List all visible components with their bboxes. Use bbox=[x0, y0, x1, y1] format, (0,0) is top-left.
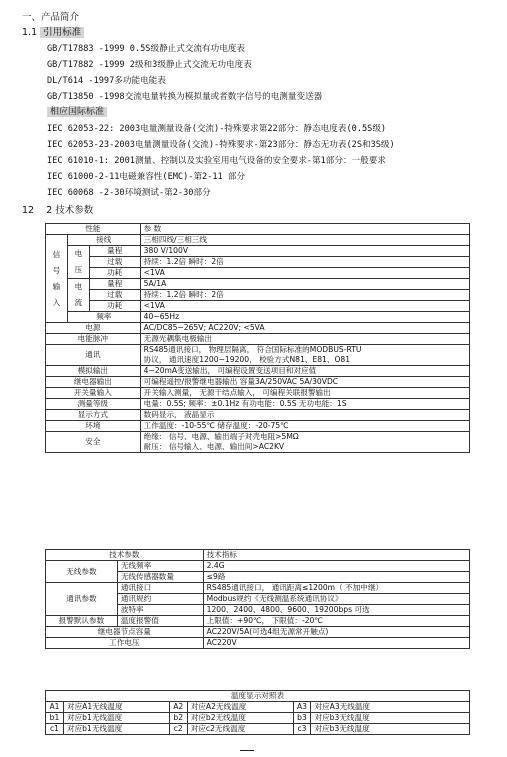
table-cell: c2 bbox=[169, 724, 187, 735]
alarm-sub-label: 温度报警值 bbox=[117, 616, 203, 627]
table-row bbox=[46, 724, 470, 735]
table-cell: 对应A1无线温度 bbox=[63, 702, 169, 713]
current-label: 电流 bbox=[67, 279, 89, 312]
table-cell: c3 bbox=[293, 724, 311, 735]
comm-label: 通讯 bbox=[46, 345, 141, 366]
relay-cap-value: AC220V/5A(可选4组无源常开触点) bbox=[203, 627, 469, 638]
table-cell: b1 bbox=[46, 713, 64, 724]
work-voltage-value: AC220V bbox=[203, 638, 469, 649]
iec-line: IEC 60068 -2-30环境测试-第2-30部分 bbox=[47, 188, 211, 198]
table-row bbox=[46, 279, 470, 290]
safety-value bbox=[140, 432, 469, 453]
standard-line: GB/T17883 -1999 0.5S级静止式交流有功电度表 bbox=[47, 44, 246, 54]
table-row bbox=[46, 323, 470, 334]
comm-proto-value: Modbus规约《无线测温系统通讯协议》 bbox=[203, 594, 469, 605]
power-label: 功耗 bbox=[89, 301, 140, 312]
table-row bbox=[46, 224, 470, 235]
table-row bbox=[46, 388, 470, 399]
table-cell: 对应b2无线温度 bbox=[187, 713, 293, 724]
intl-standards-label: 相应国际标准 bbox=[47, 107, 107, 117]
table-row bbox=[46, 561, 470, 572]
heading-product-intro: 一、产品简介 bbox=[22, 12, 80, 23]
table-cell: A3 bbox=[293, 702, 311, 713]
current-range-value: 5A/1A bbox=[140, 279, 469, 290]
table-cell: 对应b1无线温度 bbox=[63, 724, 169, 735]
analog-value: 4~20mA变送输出， 可编程设置变送项目和对应值 bbox=[140, 366, 469, 377]
table-row bbox=[46, 334, 470, 345]
work-voltage-label: 工作电压 bbox=[46, 638, 204, 649]
comm-iface-label: 通讯接口 bbox=[117, 583, 203, 594]
table-row bbox=[46, 616, 470, 627]
table-cell: 对应c2无线温度 bbox=[187, 724, 293, 735]
table-cell: c1 bbox=[46, 724, 64, 735]
safety-label: 安全 bbox=[46, 432, 141, 453]
comm-value-line: 协议， 通讯速度1200~19200， 校验方式N81、E81、O81 bbox=[143, 355, 351, 364]
page-number-fragment bbox=[240, 750, 254, 754]
table-cell: 对应b3无线温度 bbox=[311, 713, 470, 724]
voltage-range-value: 380 V/100V bbox=[140, 246, 469, 257]
wireless-freq-value: 2.4G bbox=[203, 561, 469, 572]
comm-params-label: 通讯参数 bbox=[46, 583, 118, 616]
table-row bbox=[46, 627, 470, 638]
freq-value: 40~65Hz bbox=[140, 312, 469, 323]
env-value: 工作温度：-10-55℃ 储存温度：-20-75℃ bbox=[140, 421, 469, 432]
alarm-label: 报警默认参数 bbox=[46, 616, 118, 627]
table-row bbox=[46, 246, 470, 257]
table-row bbox=[46, 410, 470, 421]
spec-header-param: 参 数 bbox=[140, 224, 469, 235]
tech-header-index: 技术指标 bbox=[203, 550, 469, 561]
iec-line: IEC 61010-1: 2001测量、控制以及实验室用电气设备的安全要求-第1部分：一般要求 bbox=[47, 156, 386, 166]
table-row bbox=[46, 290, 470, 301]
section-title: 2 技术参数 bbox=[46, 205, 94, 216]
temp-table-title: 温度显示对照表 bbox=[46, 691, 470, 702]
comm-baud-value: 1200、2400、4800、9600、19200bps 可选 bbox=[203, 605, 469, 616]
table-row bbox=[46, 583, 470, 594]
table-cell: 对应A3无线温度 bbox=[311, 702, 470, 713]
standard-line: GB/T13850 -1998交流电量转换为模拟量或者数字信号的电测量变送器 bbox=[47, 92, 323, 102]
accuracy-value: 电量：0.5S; 频率：±0.1Hz 有功电能：0.5S 无功电能：1S bbox=[140, 399, 469, 410]
heading-tech-params bbox=[22, 205, 93, 216]
iec-line: IEC 61000-2-11电磁兼容性(EMC)-第2-11 部分 bbox=[47, 172, 246, 182]
spec-table bbox=[45, 223, 470, 453]
relay-label: 继电器输出 bbox=[46, 377, 141, 388]
table-cell: 对应b1无线温度 bbox=[63, 713, 169, 724]
table-row bbox=[46, 421, 470, 432]
table-cell: 对应A2无线温度 bbox=[187, 702, 293, 713]
supply-value: AC/DC85~265V; AC220V; <5VA bbox=[140, 323, 469, 334]
wireless-sensors-value: ≤9路 bbox=[203, 572, 469, 583]
table-row bbox=[46, 638, 470, 649]
heading-standards-label: 引用标准 bbox=[40, 27, 84, 38]
voltage-overload-value: 持续：1.2倍 瞬时：2倍 bbox=[140, 257, 469, 268]
comm-baud-label: 波特率 bbox=[117, 605, 203, 616]
signal-input-label: 信号输入 bbox=[46, 235, 68, 323]
relay-value: 可编程遥控/报警继电器输出 容量3A/250VAC 5A/30VDC bbox=[140, 377, 469, 388]
tech-header-param: 技术参数 bbox=[46, 550, 204, 561]
range-label: 量程 bbox=[89, 279, 140, 290]
intl-standards-heading bbox=[47, 107, 107, 118]
table-row bbox=[46, 377, 470, 388]
table-row bbox=[46, 550, 470, 561]
env-label: 环境 bbox=[46, 421, 141, 432]
table-cell: b3 bbox=[293, 713, 311, 724]
table-cell: A1 bbox=[46, 702, 64, 713]
standard-line: DL/T614 -1997多功能电能表 bbox=[47, 76, 166, 86]
display-label: 显示方式 bbox=[46, 410, 141, 421]
table-row bbox=[46, 399, 470, 410]
iec-line: IEC 62053-22: 2003电量测量设备(交流)-特殊要求第22部分：静态电度表(0.5S级) bbox=[47, 124, 387, 134]
wiring-label: 接线 bbox=[67, 235, 140, 246]
table-row bbox=[46, 268, 470, 279]
wireless-sensors-label: 无线传感器数量 bbox=[117, 572, 203, 583]
switch-in-label: 开关量输入 bbox=[46, 388, 141, 399]
table-cell: 对应b3无线温度 bbox=[311, 724, 470, 735]
iec-line: IEC 62053-23-2003电量测量设备(交流)-特殊要求-第23部分：静态无功表(2S和3S级) bbox=[47, 140, 395, 150]
standard-line: GB/T17882 -1999 2级和3级静止式交流无功电度表 bbox=[47, 60, 252, 70]
power-label: 功耗 bbox=[89, 268, 140, 279]
pulse-label: 电能脉冲 bbox=[46, 334, 141, 345]
comm-proto-label: 通讯规约 bbox=[117, 594, 203, 605]
comm-value-line: RS485通讯接口， 物理层隔离， 符合国际标准的MODBUS-RTU bbox=[143, 345, 362, 354]
spec-header-perf: 性能 bbox=[46, 224, 141, 235]
accuracy-label: 测量等级 bbox=[46, 399, 141, 410]
overload-label: 过载 bbox=[89, 290, 140, 301]
range-label: 量程 bbox=[89, 246, 140, 257]
table-row bbox=[46, 713, 470, 724]
heading-standards bbox=[22, 27, 84, 38]
table-row bbox=[46, 366, 470, 377]
comm-value bbox=[140, 345, 469, 366]
wireless-label: 无线参数 bbox=[46, 561, 118, 583]
comm-iface-value: RS485通讯接口， 通讯距离≤1200m（ 不加中继） bbox=[203, 583, 469, 594]
table-row bbox=[46, 235, 470, 246]
switch-in-value: 开关输入测量， 无源干结点输入， 可编程关联报警输出 bbox=[140, 388, 469, 399]
wireless-freq-label: 无线频率 bbox=[117, 561, 203, 572]
current-overload-value: 持续：1.2倍 瞬时：2倍 bbox=[140, 290, 469, 301]
pulse-value: 无源光耦集电极输出 bbox=[140, 334, 469, 345]
table-row bbox=[46, 691, 470, 702]
heading-standards-num: 1.1 bbox=[22, 27, 38, 38]
relay-cap-label: 继电器节点容量 bbox=[46, 627, 204, 638]
table-row bbox=[46, 702, 470, 713]
table-row bbox=[46, 312, 470, 323]
section-page-num: 12 bbox=[22, 205, 35, 216]
wiring-value: 三相四线/三相三线 bbox=[140, 235, 469, 246]
table-row bbox=[46, 345, 470, 366]
safety-value-line: 耐压： 信号输入、电源、输出间>AC2KV bbox=[143, 442, 285, 451]
temp-table bbox=[45, 690, 470, 735]
freq-label: 频率 bbox=[67, 312, 140, 323]
supply-label: 电源 bbox=[46, 323, 141, 334]
table-row bbox=[46, 432, 470, 453]
alarm-value: 上限值：+90℃， 下限值：-20℃ bbox=[203, 616, 469, 627]
table-cell: b2 bbox=[169, 713, 187, 724]
table-row bbox=[46, 301, 470, 312]
current-power-value: <1VA bbox=[140, 301, 469, 312]
tech-table bbox=[45, 549, 470, 649]
table-cell: A2 bbox=[169, 702, 187, 713]
overload-label: 过载 bbox=[89, 257, 140, 268]
table-row bbox=[46, 257, 470, 268]
safety-value-line: 绝缘： 信号、电源、输出端子对壳电阻>5MΩ bbox=[143, 432, 299, 441]
voltage-power-value: <1VA bbox=[140, 268, 469, 279]
voltage-label: 电压 bbox=[67, 246, 89, 279]
display-value: 数码显示， 液晶显示 bbox=[140, 410, 469, 421]
analog-label: 模拟输出 bbox=[46, 366, 141, 377]
